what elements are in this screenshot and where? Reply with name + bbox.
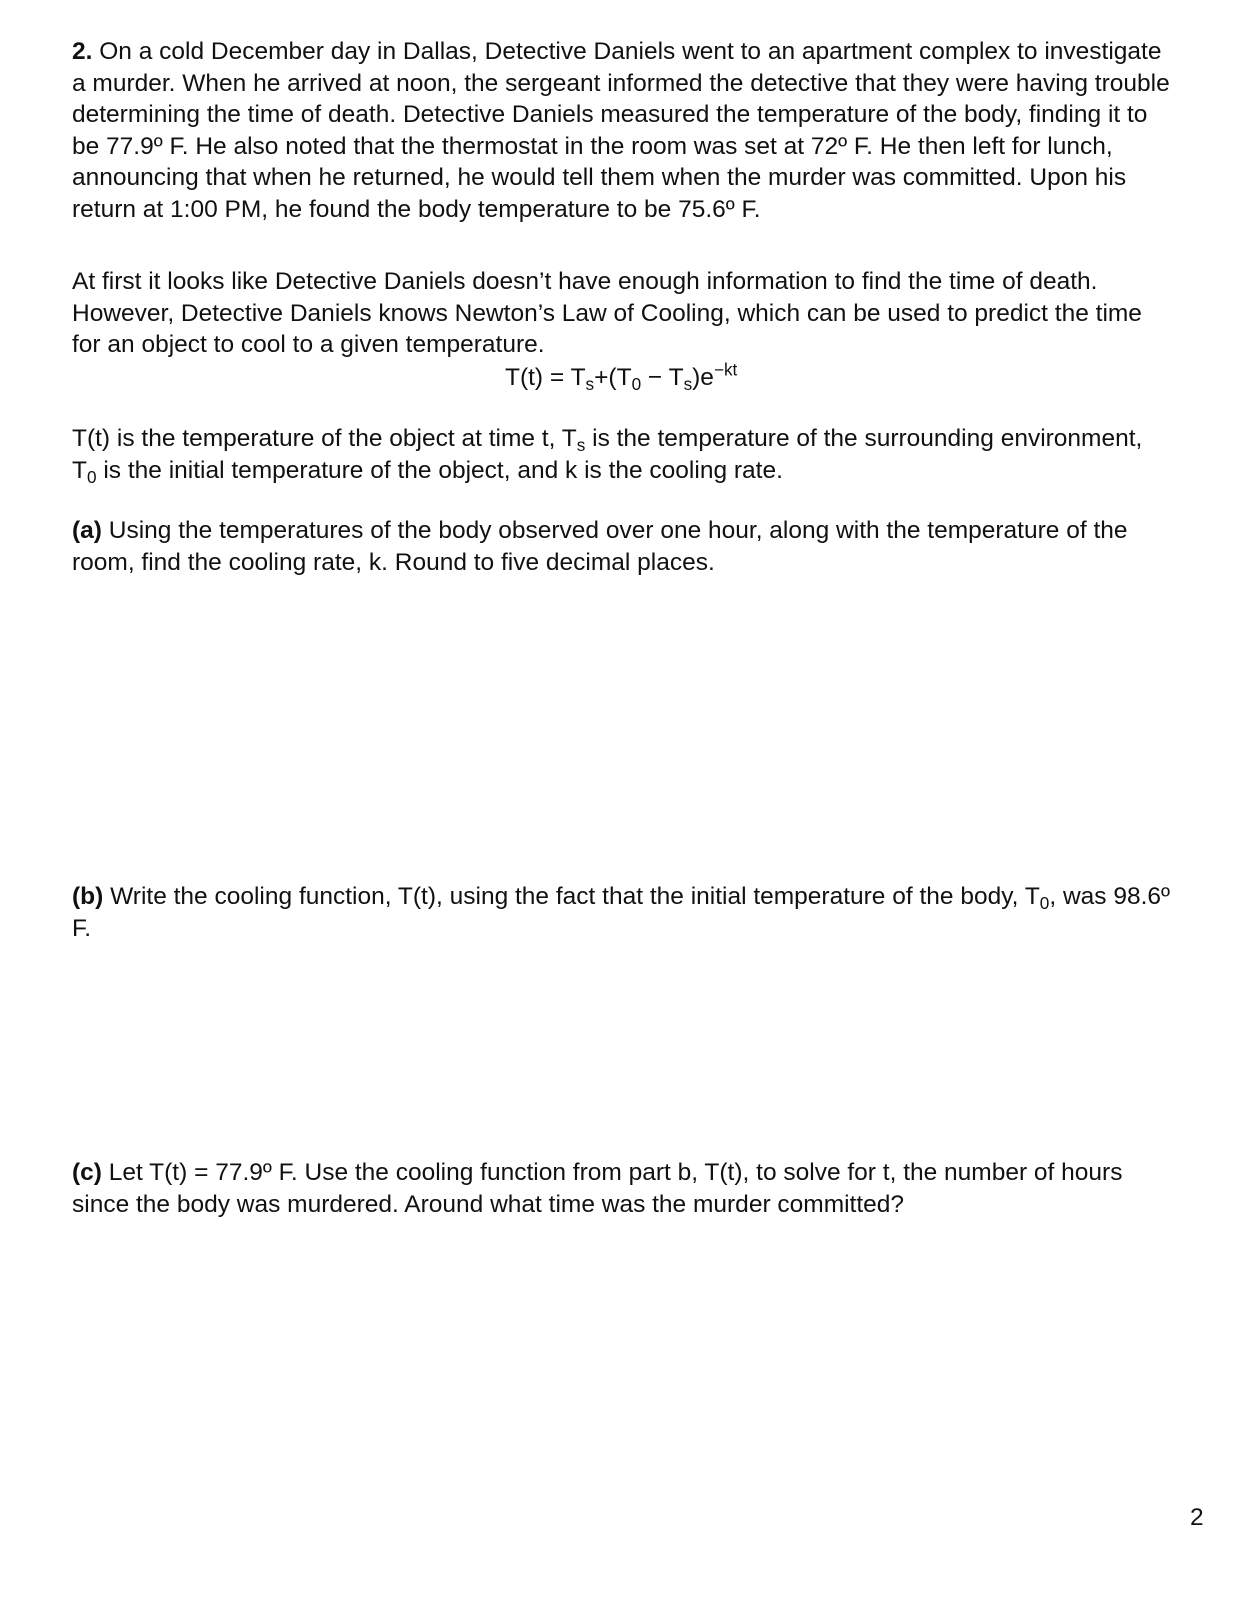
problem-number: 2. — [72, 38, 93, 65]
context-line-3: for an object to cool to a given temperature. — [72, 331, 545, 358]
definitions-paragraph — [72, 423, 1207, 486]
part-c-question: (c) Let T(t) = 77.9º F. Use the cooling function from part b, T(t), to solve for t, the number of hours since the body was murdered. Around what time was the murder committed? — [72, 1159, 1123, 1218]
intro-line-2: a murder. When he arrived at noon, the sergeant informed the detective that they were having trouble — [72, 69, 1170, 97]
part-b-question: (b) Write the cooling function, T(t), using the fact that the initial temperature of the body, $T_0$, was 98.6º F. — [72, 883, 1170, 942]
intro-paragraph — [72, 36, 1207, 225]
context-line-2: However, Detective Daniels knows Newton’s Law of Cooling, which can be used to predict the time — [72, 299, 1142, 327]
newtons-law-formula: $T(t) = T_s+(T_0 - T_s)e^{-kt}$ — [505, 359, 738, 395]
part-b-label: (b) — [72, 883, 104, 910]
intro-line-3: determining the time of death. Detective Daniels measured the temperature of the body, finding it to — [72, 101, 1148, 128]
part-c-label: (c) — [72, 1159, 102, 1186]
part-a-question: (a) Using the temperatures of the body observed over one hour, along with the temperature of the room, find the cooling rate, k. Round to five decimal places. — [72, 517, 1128, 576]
definition-line-2: $T_0$ is the initial temperature of the object, and k is the cooling rate. — [72, 456, 783, 487]
intro-line-1: 2. On a cold December day in Dallas, Detective Daniels went to an apartment complex to investigate — [72, 38, 1162, 65]
definition-line-1: T(t) is the temperature of the object at time t, $T_s$ is the temperature of the surrounding environment, — [72, 425, 1143, 456]
context-paragraph — [72, 266, 1207, 361]
intro-line-6: return at 1:00 PM, he found the body temperature to be 75.6º F. — [72, 195, 761, 223]
page-number: 2 — [1190, 1504, 1204, 1531]
part-a-label: (a) — [72, 517, 102, 544]
context-line-1: At first it looks like Detective Daniels doesn’t have enough information to find the time of death. — [72, 268, 1098, 295]
intro-line-5: announcing that when he returned, he would tell them when the murder was committed. Upon his — [72, 164, 1127, 191]
intro-line-4: be 77.9º F. He also noted that the thermostat in the room was set at 72º F. He then left for lunch, — [72, 132, 1113, 160]
